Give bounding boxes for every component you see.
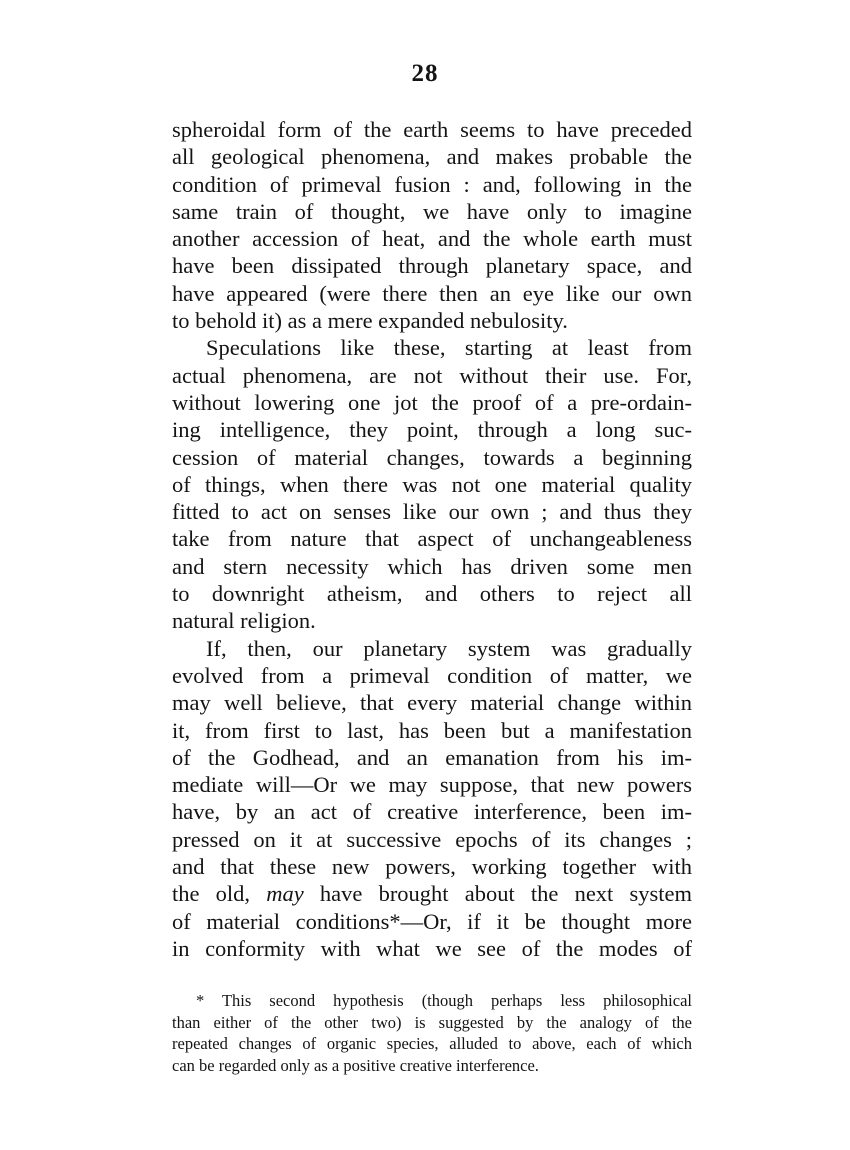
text-line: of material conditions*—Or, if it be thought more — [172, 908, 692, 934]
text-line: cession of material changes, towards a beginning — [172, 444, 692, 470]
main-text — [172, 116, 692, 962]
text-line: another accession of heat, and the whole earth must — [172, 226, 692, 252]
page-number: 28 — [411, 60, 439, 87]
text-line: of the Godhead, and an emanation from his im- — [172, 744, 692, 770]
paragraph-3 — [172, 635, 692, 963]
text-line: pressed on it at successive epochs of its changes ; — [172, 826, 692, 852]
text-line: Speculations like these, starting at least from — [206, 335, 692, 361]
text-line: natural religion. — [172, 608, 316, 634]
footnote-line: repeated changes of organic species, alluded to above, each of which — [172, 1034, 692, 1053]
text-line: it, from first to last, has been but a manifestation — [172, 717, 692, 743]
text-line: have appeared (were there then an eye like our own — [172, 280, 692, 306]
paragraph-1 — [172, 116, 692, 334]
text-line: spheroidal form of the earth seems to have preceded — [172, 117, 692, 142]
text-line: mediate will—Or we may suppose, that new powers — [172, 772, 692, 798]
text-line: evolved from a primeval condition of matter, we — [172, 662, 692, 688]
text-line: have been dissipated through planetary space, and — [172, 253, 692, 279]
text-line: actual phenomena, are not without their use. For, — [172, 362, 692, 388]
text-line: without lowering one jot the proof of a pre-ordain- — [172, 389, 692, 415]
text-line: may well believe, that every material change within — [172, 690, 692, 716]
text-line: to behold it) as a mere expanded nebulosity. — [172, 308, 568, 334]
text-line: condition of primeval fusion : and, following in the — [172, 171, 692, 197]
text-line: of things, when there was not one material quality — [172, 471, 692, 497]
footnote — [172, 990, 692, 1076]
text-line: ing intelligence, they point, through a long suc- — [172, 417, 692, 443]
text-line: and that these new powers, working together with — [172, 854, 692, 880]
text-segment: the old, — [172, 881, 267, 907]
text-line: and stern necessity which has driven some men — [172, 553, 692, 579]
text-line: If, then, our planetary system was gradually — [206, 635, 692, 661]
text-line: to downright atheism, and others to reject all — [172, 581, 692, 607]
text-line: take from nature that aspect of unchangeableness — [172, 526, 692, 552]
text-line: all geological phenomena, and makes probable the — [172, 144, 692, 170]
text-line: in conformity with what we see of the modes of — [172, 935, 692, 961]
text-line: have, by an act of creative interference, been im- — [172, 799, 692, 825]
text-segment: have brought about the next system — [303, 881, 692, 907]
text-line: same train of thought, we have only to imagine — [172, 198, 692, 224]
footnote-line: can be regarded only as a positive creative interference. — [172, 1055, 539, 1075]
text-line: fitted to act on senses like our own ; and thus they — [172, 499, 692, 525]
italic-word: may — [266, 881, 304, 907]
paragraph-2 — [172, 334, 692, 634]
footnote-line: * This second hypothesis (though perhaps less philosophical — [196, 991, 692, 1010]
text-line-with-emphasis — [172, 880, 692, 907]
footnote-line: than either of the other two) is suggested by the analogy of the — [172, 1012, 692, 1032]
